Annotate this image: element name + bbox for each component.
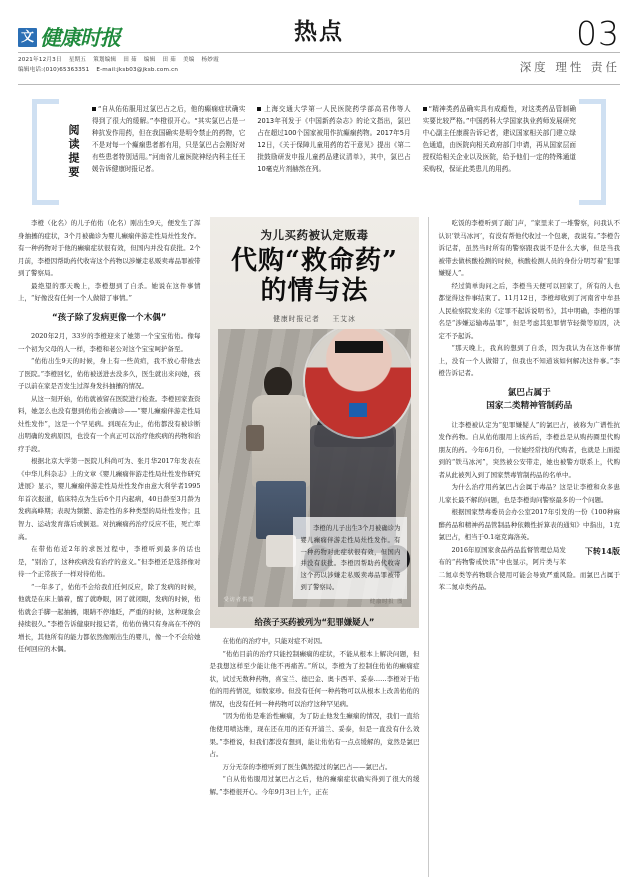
paragraph: 吃饭的李橙听到了敲门声，“家里来了一堆警察，问我认不认识‘铁马冰河’，有没有帮他代收过一个包裹，我说有。”李橙告诉记者，虽然当时所有的警察跟我说不是什么大事，但是当我被带去做核酸检测的时候，核酸检测人员的身份分明写着“犯罪嫌疑人”。 (438, 219, 620, 278)
issue-weekday: 星期五 (68, 57, 87, 63)
left-column-text (18, 217, 201, 305)
planner-name: 田 茹 (123, 57, 137, 63)
figure-legs (266, 535, 296, 567)
right-column-subhead-line-2: 国家二类精神管制药品 (486, 401, 573, 412)
editor-label: 编辑 (143, 57, 156, 63)
article-column-middle (210, 217, 420, 877)
summary-item (423, 103, 576, 205)
paragraph: 最绝望的那天晚上，李橙想到了自杀。她说在这件事情上，“好像没有任何一个人做错了事情。” (18, 281, 201, 303)
paragraph: “佑佑出生9天的时候，身上有一些黄疸，我不放心带他去了医院。”李橙回忆，佑佑被送进去没多久，医生就出来问她，孩子以前在家是否发生过浑身发抖抽搐的情况。 (18, 357, 201, 391)
clothing-badge (349, 403, 367, 417)
logo-icon: 文 (18, 28, 37, 47)
paragraph: 根据北京大学第一医院儿科尚可为、张月华2017年发表在《中华儿科杂志》上的文章《婴儿癫痫伴游走性局灶性发作研究进展》显示，婴儿癫痫伴游走性局灶性发作由意大利学者1995年首次报道，临床特点为生后6个月内起病，40日龄至3月龄为发病高峰期；表现为频繁、游走性的多种类型的局灶性发作；且智力、运动发育落后或倒退。对抗癫痫药治疗反应不佳，死亡率高。 (18, 457, 201, 541)
paragraph: 万分无奈的李橙听到了医生偶然提过的氯巴占——氯巴占。 (222, 762, 392, 771)
right-column-text (438, 217, 620, 380)
editor-phone: 编辑电话:(010)65363351 (18, 66, 90, 73)
paragraph: 经过简单询问之后，李橙当天便可以回家了，所有的人也都觉得这件事结束了。11月12日，李橙却收到了河南省中牟县人民检察院发来的《定罪不起诉说明书》，其中明确，李橙的罪名是“涉嫌运输毒品罪”，但是考虑其犯罪情节轻微等原因，决定不予起诉。 (438, 281, 620, 340)
paragraph: 为什么治疗用药氯巴占会属于毒品？这是让李橙和众多患儿家长最不解的问题，也是李橙询问警察最多的一个问题。 (438, 483, 620, 504)
baby-inset-photo (305, 329, 411, 437)
paragraph: “自从佑佑服用过氯巴占之后，他的癫痫症状确实得到了很大的缓解。”李橙很开心。今年9月3日上午，正在 (209, 775, 420, 796)
masthead (18, 0, 620, 53)
article-body (18, 217, 620, 877)
hero-title (218, 247, 412, 306)
byline-name: 王艾冰 (332, 315, 356, 324)
art-editor-name: 杨妙霞 (201, 57, 219, 63)
left-column-subhead: “孩子除了发病更像一个木偶” (52, 312, 167, 323)
editor-email[interactable]: E-mail:jksb03@jksb.com.cn (96, 66, 179, 73)
publication-name: 健康时报 (40, 25, 120, 50)
article-column-left (18, 217, 201, 877)
right-column-subhead (438, 387, 620, 414)
planner-label: 策划编辑 (93, 57, 117, 63)
summary-item-text: “精神类药品确实具有成瘾性，对这类药品管制确实要比较严格。”中国药科大学国家执业药师发展研究中心副主任康震告诉记者，建议国家相关部门建立绿色通道，由医院向相关政府部门申请，再从国家层面授权给相关企业以及医院，给予他们一定的特殊通道采购权，保证此类患儿的用药。 (422, 105, 576, 173)
bullet-square-icon (423, 107, 427, 111)
summary-item-text: 上海交通大学第一人民医院药学部高君伟等人2013年刊发于《中国新药杂志》的论文指出，氯巴占在超过100个国家被用作抗癫痫药物。2017年5月12日，《关于保障儿童用药的若干意见》提出《第二批鼓励研发申报儿童药品建议清单》，其中，氯巴占10毫克片剂赫然在列。 (257, 105, 411, 173)
article-column-right (428, 217, 620, 877)
reading-summary-columns (86, 99, 620, 205)
left-column-text-2 (18, 330, 201, 656)
bullet-square-icon (257, 107, 261, 111)
bullet-square-icon (92, 107, 96, 111)
paragraph: 2020年2月，33岁的李橙迎来了她第一个宝宝佑佑。像每一个初为父母的人一样，李橙和老公对这个宝宝呵护备至。 (18, 332, 201, 353)
bracket-right-decoration (579, 99, 606, 205)
photo-credit-secondary: 健康时报 图 (369, 599, 404, 606)
paragraph: 从这一刻开始，佑佑就被留在医院进行检查。李橙回家查资料，她怎么也没有想到佑佑会被确诊——“婴儿癫痫伴游走性局灶性发作”，这是一个罕见病。到现在为止，佑佑都没有被诊断出明确的发病原因，也没有一个真正可以治疗他疾病的药物和治疗手段。 (18, 394, 201, 453)
byline-role: 健康时报记者 (273, 315, 320, 324)
paragraph: 根据国家禁毒委员会办公室2017年引发的一份《100种麻醉药品和精神药品管制品种依赖性折算表的通知》中指出，1克氯巴占，相当于0.1毫克海洛英。 (438, 508, 620, 542)
right-column-subhead-line-1: 氯巴占属于 (507, 387, 551, 398)
hero-photo (218, 329, 412, 607)
paragraph: “因为佑佑是难治性癫痫，为了防止他发生癫痫的情况，我们一直给他使用喷达维，现在还在用的还有开浦兰、妥泰，但是一直没有什么效果。”李橙说，但我们都没有想到，能让佑佑有一点点缓解的，竟然是氯巴占。 (209, 712, 420, 759)
paragraph (438, 544, 620, 594)
issue-date: 2021年12月3日 (18, 57, 62, 63)
editor-name: 田 茹 (162, 57, 176, 63)
hero-kicker: 为儿买药被认定贩毒 (260, 228, 369, 242)
hero-byline (218, 313, 412, 323)
hero-block (210, 217, 420, 628)
hero-title-line-2: 的情与法 (260, 275, 369, 306)
photo-caption: 给孩子买药被列为“犯罪嫌疑人” (254, 617, 375, 628)
page-number: 03 (576, 14, 620, 53)
hero-title-line-1: 代购“救命药” (231, 246, 398, 276)
paragraph: “一年多了，佑佑不会给我们任何反应，除了发病的时候，他就是在床上躺着，醒了就睁眼，困了就闭眼，发病的时候，佑佑就会手脚一起抽搐，眼睛不停地眨，严重的时候，这种现象会持续很久。”李橙告诉健康时报记者，佑佑仿佛只有身高在不停的增长，其他所有的能力都依然像刚出生的婴儿，像一个不会给她任何回应的木偶。 (18, 582, 201, 654)
photo-credit: 受访者供图 (223, 597, 255, 604)
publication-slogan: 深度 理性 责任 (519, 60, 620, 74)
art-editor-label: 美编 (182, 57, 195, 63)
reading-summary-label: 阅读提要 (67, 124, 80, 180)
privacy-bar (335, 341, 383, 353)
reading-summary-box (18, 99, 620, 205)
figure-bag (246, 425, 264, 451)
summary-item (92, 103, 245, 205)
paragraph: “佑佑目前的治疗只能控制癫痫的症状，不能从根本上解决问题，但是我想这样至少能让他不再痛苦。”所以，李橙为了控制住佑佑的癫痫症状，试过无数种药物，喜宝兰、德巴金、奥卡西平、妥泰……李橙对于佑佑的用药情况，如数家珍。但没有任何一种药物可以从根本上改善佑佑的情况，也没有任何一种药物可以治疗这种罕见病。 (209, 649, 420, 708)
masthead-meta (18, 53, 620, 84)
summary-item (257, 103, 410, 205)
paragraph: 在带佑佑近2年的求医过程中，李橙听到最多的话也是，“别治了，这种疾病没有治疗的意义。”但李橙还是选择像对待一个正常孩子一样对待佑佑。 (18, 545, 201, 579)
middle-column-text (210, 635, 420, 798)
photo-overlay-text: 李橙的儿子出生3个月被确诊为婴儿癫痫伴游走性局灶性发作。有一种药物对此症状很有效，但国内并没有获批。李橙因帮助药代收寄这个药以涉嫌走私贩卖毒品罪被带到了警察局。 (293, 517, 407, 599)
paragraph: “那天晚上，我真的想到了自杀，因为我认为在这件事情上，没有一个人做错了，但我也不知道该如何解决这件事。”李橙告诉记者。 (438, 344, 620, 378)
page-title: 热点 (294, 18, 344, 45)
paragraph-text: 2016年原国家食品药品监督管理总局发布的“药物警戒快讯”中也显示，阿片类与苯二氮卓类等药物联合使用可能会导致严重风险。而氯巴占属于苯二氮卓类药品。 (438, 545, 620, 592)
paragraph: 在佑佑的治疗中，只能对症不对因。 (222, 637, 327, 646)
paragraph: 李橙（化名）的儿子佑佑（化名）刚出生9天，便发生了浑身抽搐的症状，3个月被确诊为婴儿癫痫伴游走性局灶性发作。有一种药物对于他的癫痫症状很有效，但国内并没有获批。2个月前，李橙因帮助药代收寄这个药物以涉嫌走私贩卖毒品罪被带到了警察局。 (18, 219, 201, 278)
continue-note[interactable]: 下转14版 (584, 545, 620, 556)
bracket-left-decoration (32, 99, 59, 205)
summary-item-text: “自从佑佑服用过氯巴占之后，他的癫痫症状确实得到了很大的缓解。”李橙很开心。“其实氯巴占是一种抗发作用药，但在我国确实是明令禁止的药物，它不是对每一个癫痫患者都有用，只是氯巴占会刚好对有些患者特别适用。”河南省儿童医院神经内科主任王媛告诉健康时报记者。 (92, 105, 246, 173)
masthead-divider-bottom (18, 84, 620, 85)
paragraph: 让李橙被认定为“犯罪嫌疑人”的氯巴占，被称为广谱性抗发作药物。自从佑佑服用上该药后，李橙总是从购药圈里代购朋友的药。今年6月份，一位她经常找的代购者，也就是上面提到的“铁马冰河”，突然被公安带走，她也被警方联系上，代购者从此被列入到了国家禁毒管制药品的名单中。 (438, 420, 620, 479)
right-column-text-2 (438, 419, 620, 594)
